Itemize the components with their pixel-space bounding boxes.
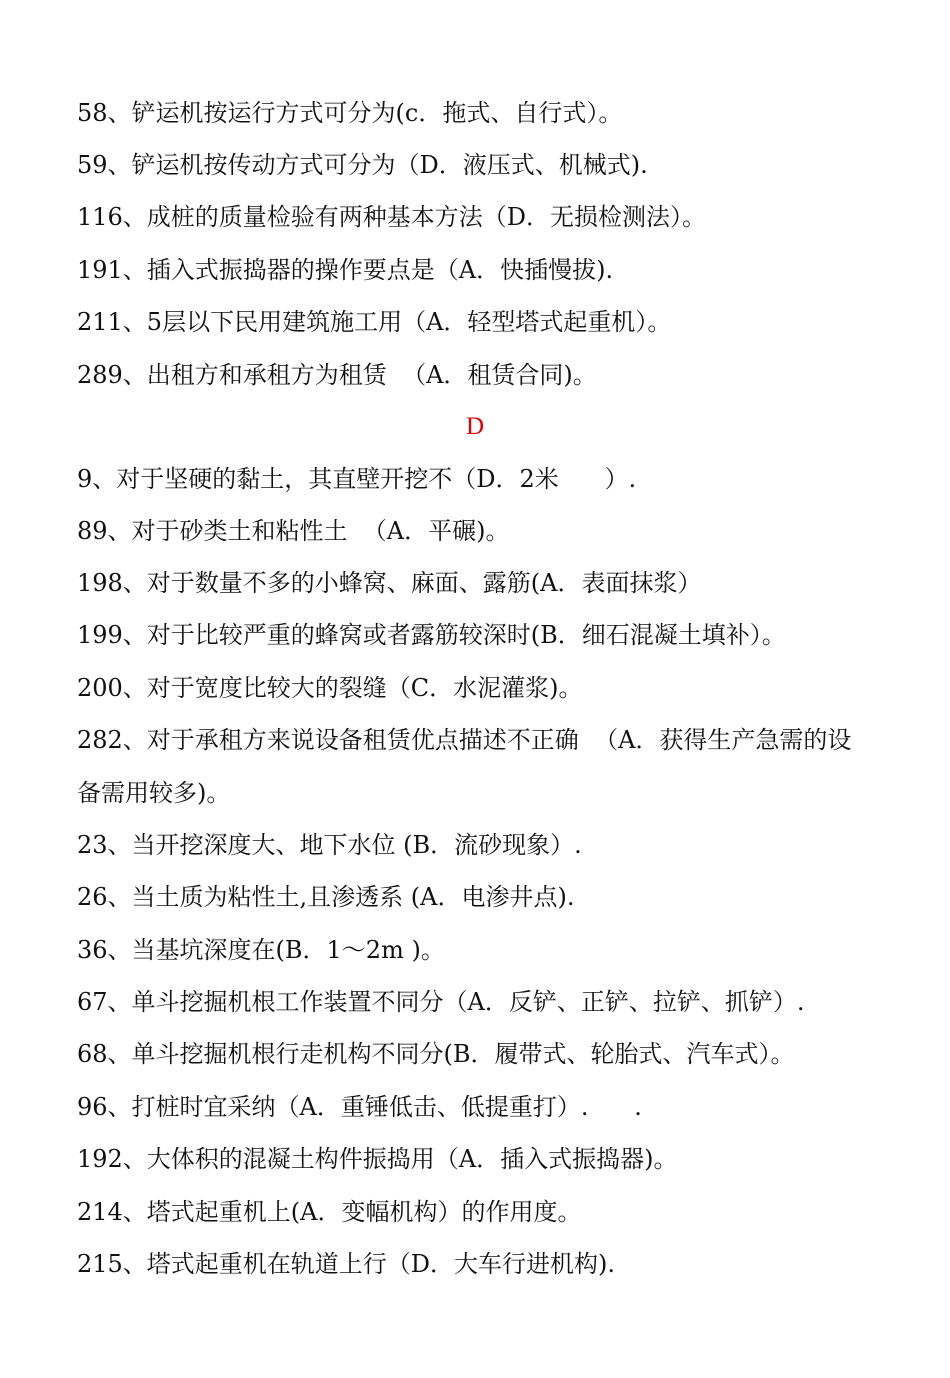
- question-line: 200、对于宽度比较大的裂缝（C．水泥灌浆)。: [77, 674, 583, 702]
- question-line: 23、当开挖深度大、地下水位 (B．流砂现象）.: [77, 831, 582, 859]
- section-heading: D: [465, 413, 485, 440]
- question-line: 282、对于承租方来说设备租赁优点描述不正确 （A．获得生产急需的设: [77, 726, 852, 754]
- question-line: 58、铲运机按运行方式可分为(c．拖式、自行式）。: [77, 99, 623, 127]
- question-line: 214、塔式起重机上(A．变幅机构）的作用度。: [77, 1198, 582, 1226]
- question-line-continuation: 备需用较多)。: [77, 779, 231, 807]
- question-line: 116、成桩的质量检验有两种基本方法（D．无损检测法）。: [77, 203, 707, 231]
- question-line: 199、对于比较严重的蜂窝或者露筋较深时(B．细石混凝土填补）。: [77, 621, 786, 649]
- question-line: 9、对于坚硬的黏土，其直壁开挖不（D．2米 ）.: [77, 465, 637, 493]
- question-line: 192、大体积的混凝土构件振捣用（A．插入式振捣器)。: [77, 1145, 678, 1173]
- question-line: 26、当土质为粘性土,且渗透系 (A．电渗井点).: [77, 883, 575, 911]
- question-line: 67、单斗挖掘机根工作装置不同分（A．反铲、正铲、拉铲、抓铲）.: [77, 988, 805, 1016]
- question-line: 36、当基坑深度在(B．1～2m )。: [77, 936, 445, 964]
- question-line: 289、出租方和承租方为租赁 （A．租赁合同)。: [77, 361, 597, 389]
- question-line: 191、插入式振捣器的操作要点是（A．快插慢拔).: [77, 256, 614, 284]
- question-line: 96、打桩时宜采纳（A．重锤低击、低提重打）. .: [77, 1093, 642, 1121]
- question-line: 68、单斗挖掘机根行走机构不同分(B．履带式、轮胎式、汽车式）。: [77, 1040, 795, 1068]
- question-line: 211、5层以下民用建筑施工用（A．轻型塔式起重机）。: [77, 308, 672, 336]
- question-line: 89、对于砂类土和粘性土 （A．平碾)。: [77, 517, 510, 545]
- question-line: 198、对于数量不多的小蜂窝、麻面、露筋(A．表面抹浆）: [77, 569, 702, 597]
- question-line: 215、塔式起重机在轨道上行（D．大车行进机构).: [77, 1250, 616, 1278]
- question-line: 59、铲运机按传动方式可分为（D．液压式、机械式).: [77, 151, 648, 179]
